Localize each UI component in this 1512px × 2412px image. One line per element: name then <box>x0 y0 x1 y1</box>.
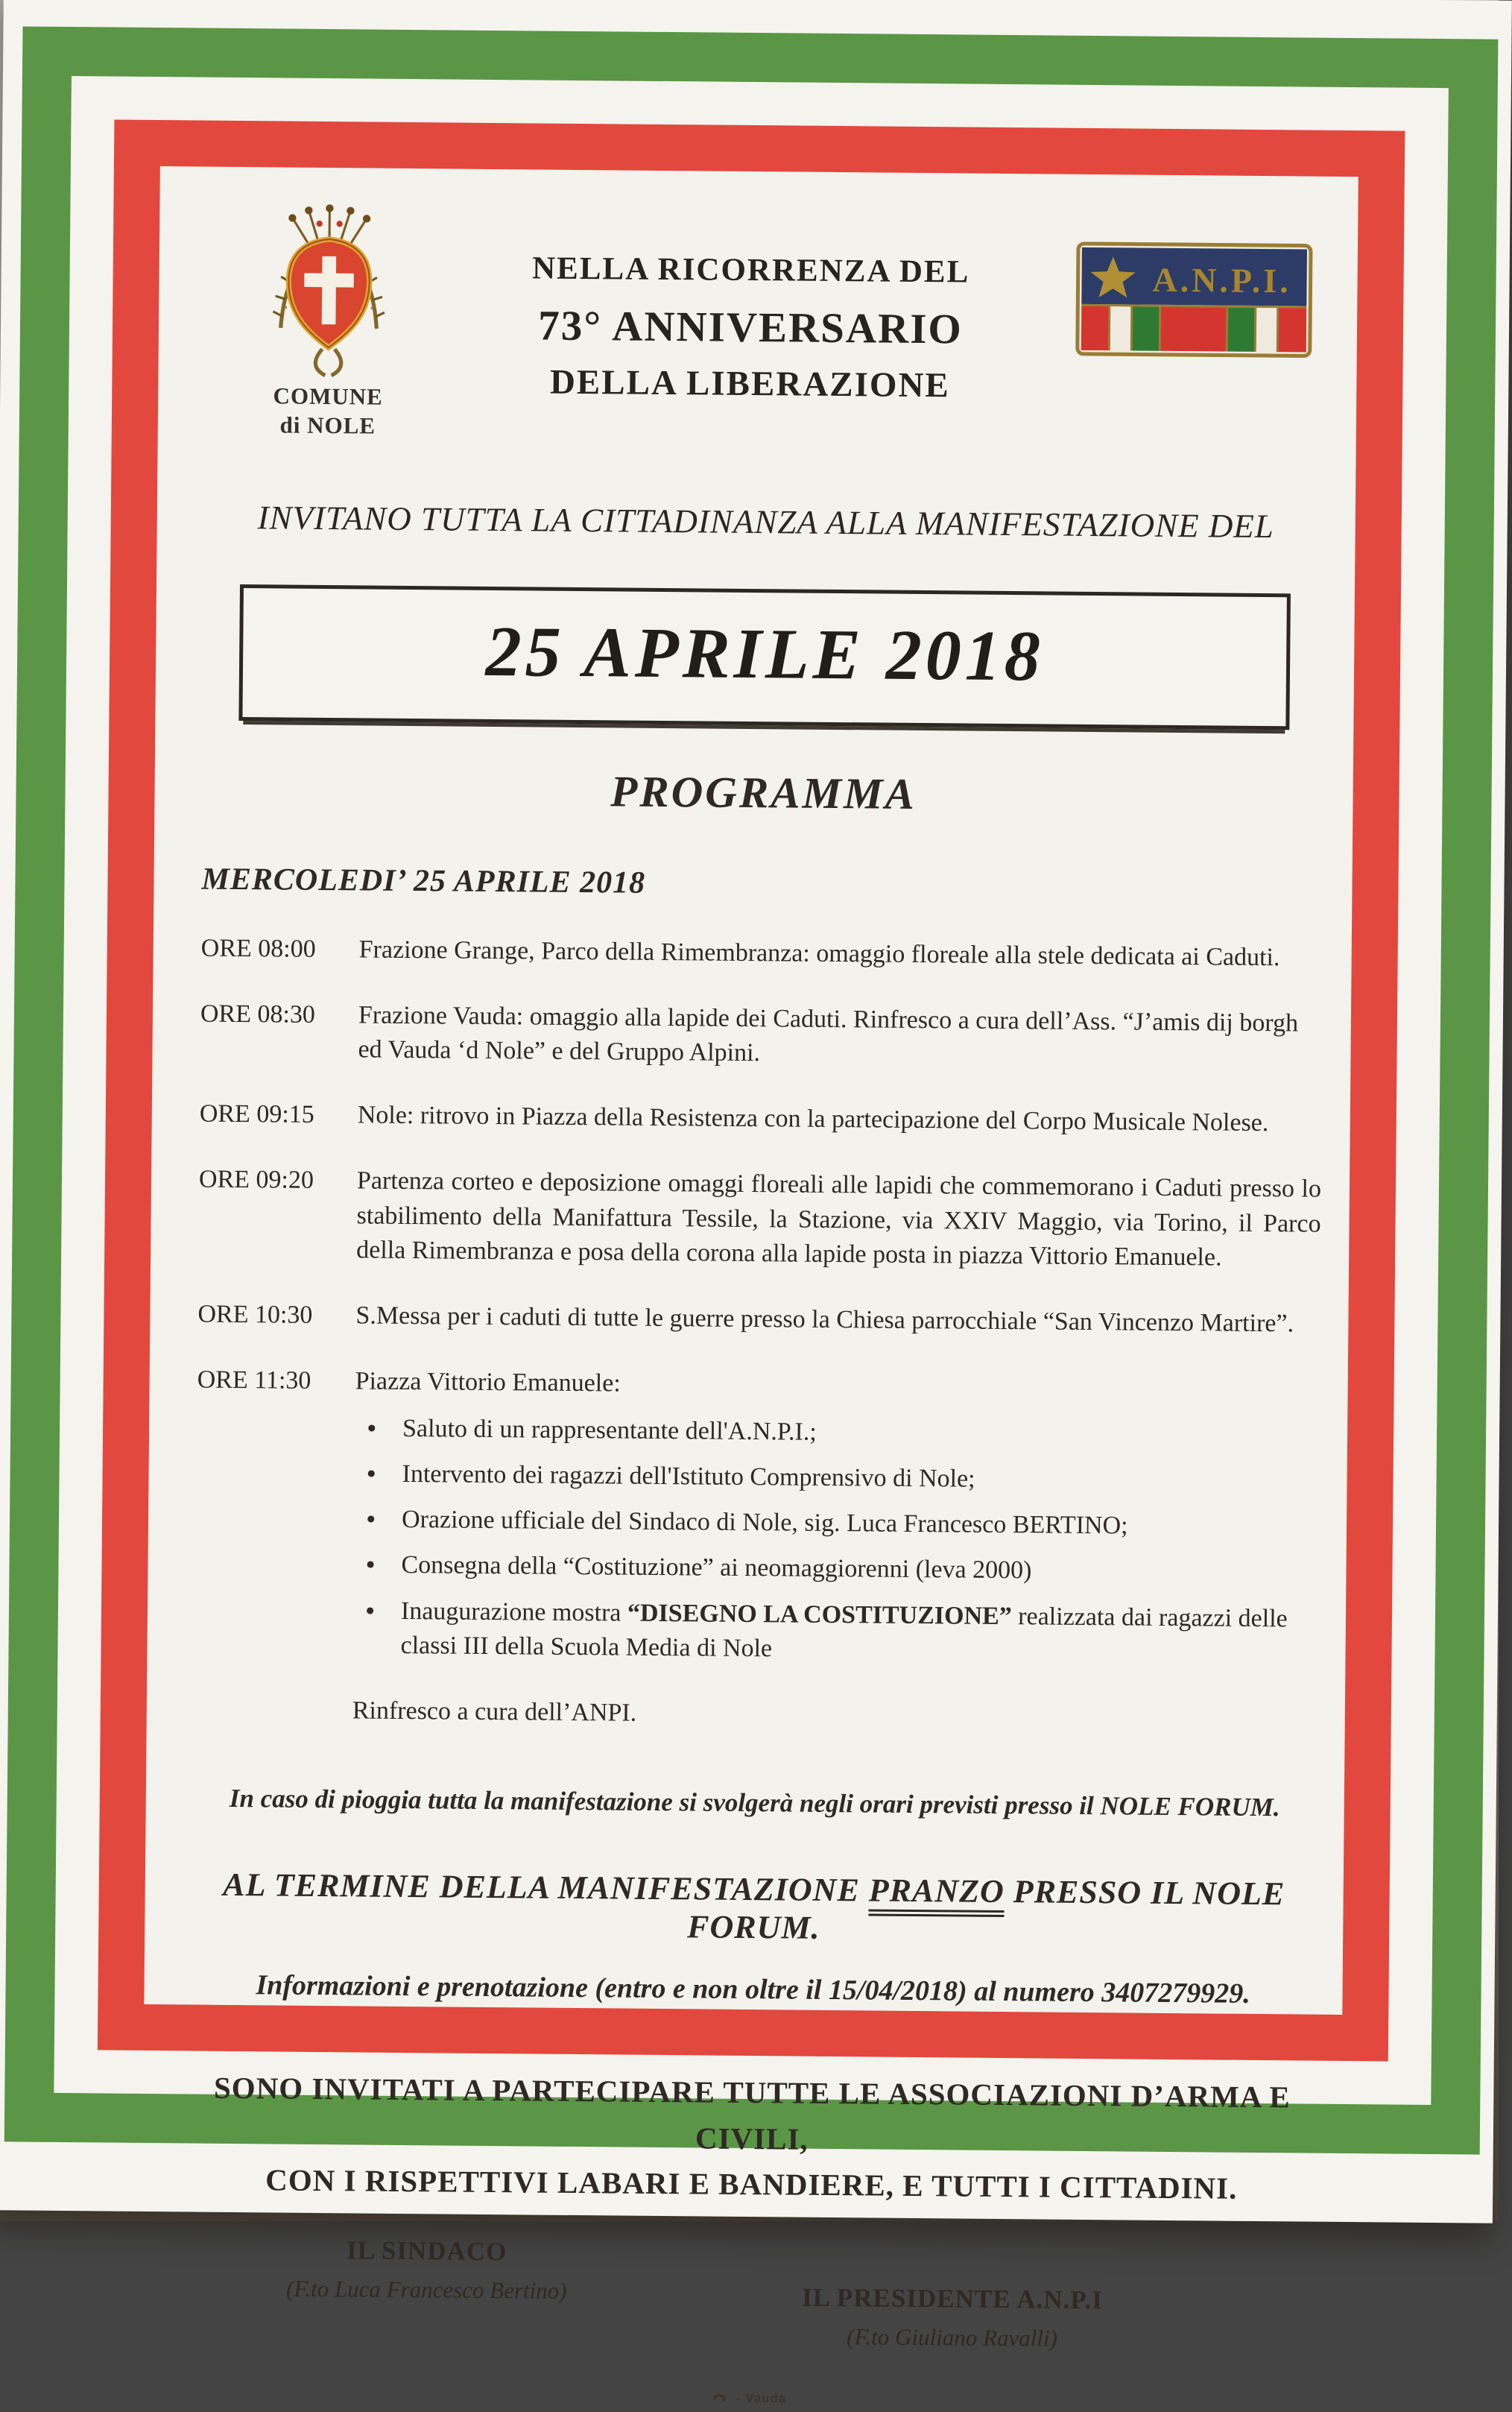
schedule-text: Partenza corteo e deposizione omaggi floreali alle lapidi che commemorano i Caduti presso lo stabilimento della Manifattura Tessile, la Stazione, via XXIV Maggio, via Torino, il Parco della Rimembranza e posa della corona alla lapide posta in piazza Vittorio Emanuele. <box>356 1164 1321 1276</box>
poster-content <box>144 166 1358 2015</box>
header-line1: NELLA RICORRENZA DEL <box>426 249 1075 291</box>
frame-green <box>4 26 1499 2154</box>
bullet-text-pre: Inaugurazione mostra <box>401 1597 627 1626</box>
header-line2: 73° ANNIVERSARIO <box>426 300 1076 355</box>
program-bullet-list <box>352 1411 1319 1671</box>
schedule <box>194 931 1323 1671</box>
signatures <box>189 2234 1312 2354</box>
frame-white <box>54 76 1449 2105</box>
day-title: MERCOLEDI’ 25 APRILE 2018 <box>201 861 1323 906</box>
bullet-text-post: realizzata dai ragazzi delle classi III della Scuola Media di Nole <box>400 1603 1287 1662</box>
schedule-time: ORE 08:00 <box>201 931 326 967</box>
schedule-text: Nole: ritrovo in Piazza della Resistenza con la partecipazione del Corpo Musicale Nolese. <box>358 1099 1322 1142</box>
print-mark-text: - Vauda <box>736 2390 787 2405</box>
rain-note: In caso di pioggia tutta la manifestazione si svolgerà negli orari previsti presso il NOLE FORUM. <box>194 1784 1316 1823</box>
signature-mayor-role: IL SINDACO <box>286 2235 567 2267</box>
bullet-item: • Orazione ufficiale del Sindaco di Nole, sig. Luca Francesco BERTINO; <box>354 1502 1318 1545</box>
bullet-item <box>352 1594 1318 1671</box>
schedule-row <box>200 1097 1322 1141</box>
frame-red <box>98 120 1405 2062</box>
schedule-text: Piazza Vittorio Emanuele: <box>355 1368 621 1398</box>
bullet-text-strong: “DISEGNO LA COSTITUZIONE” <box>627 1599 1012 1630</box>
lunch-line <box>192 1866 1315 1951</box>
anpi-flag-icon <box>1075 241 1313 359</box>
bullet-item: • Saluto di un rappresentante dell'A.N.P.I.; <box>355 1411 1319 1454</box>
header-line3: DELLA LIBERAZIONE <box>425 361 1075 407</box>
invite-line: INVITANO TUTTA LA CITTADINANZA ALLA MANIFESTAZIONE DEL <box>205 497 1327 546</box>
program-title: PROGRAMMA <box>202 762 1325 823</box>
signature-anpi-name: (F.to Giuliano Ravalli) <box>801 2323 1102 2352</box>
schedule-row <box>198 1163 1321 1276</box>
schedule-row <box>194 1363 1319 1671</box>
schedule-text: Frazione Grange, Parco della Rimembranza: omaggio floreale alla stele dedicata ai Caduti. <box>359 932 1323 976</box>
schedule-row <box>201 931 1323 975</box>
header-row <box>206 200 1330 449</box>
header-titles <box>425 201 1076 407</box>
date-title: 25 APRILE 2018 <box>243 607 1287 699</box>
signature-mayor <box>285 2235 567 2347</box>
bullet-item: • Consegna della “Costituzione” ai neomaggiorenni (leva 2000) <box>353 1548 1318 1591</box>
lunch-pre: AL TERMINE DELLA MANIFESTAZIONE <box>223 1866 869 1909</box>
schedule-text: S.Messa per i caduti di tutte le guerre presso la Chiesa parrocchiale “San Vincenzo Martire”. <box>355 1299 1320 1342</box>
comune-crest-block <box>231 200 427 441</box>
schedule-row <box>200 997 1323 1076</box>
schedule-time: ORE 10:30 <box>197 1298 323 1333</box>
anpi-label: A.N.P.I. <box>1152 261 1291 300</box>
signature-anpi-role: IL PRESIDENTE A.N.P.I <box>802 2282 1103 2315</box>
invitation-line1: SONO INVITATI A PARTECIPARE TUTTE LE ASSOCIAZIONI D’ARMA E CIVILI, <box>191 2065 1314 2167</box>
lunch-post: PRESSO IL NOLE FORUM. <box>687 1873 1285 1946</box>
invitation-line2: CON I RISPETTIVI LABARI E BANDIERE, E TUTTI I CITTADINI. <box>190 2157 1312 2213</box>
signature-anpi-president <box>801 2239 1103 2352</box>
comune-name-line2: di NOLE <box>231 411 425 441</box>
print-mark <box>189 2386 1311 2411</box>
schedule-text: Frazione Vauda: omaggio alla lapide dei Caduti. Rinfresco a cura dell’Ass. “J’amis dij borgh ed Vauda ‘d Nole” e del Gruppo Alpini. <box>358 998 1323 1076</box>
info-line: Informazioni e prenotazione (entro e non oltre il 15/04/2018) al numero 3407279929. <box>192 1969 1314 2011</box>
printer-mark-icon <box>712 2392 727 2404</box>
schedule-time: ORE 09:20 <box>198 1163 324 1267</box>
schedule-row <box>197 1298 1320 1342</box>
lunch-underlined: PRANZO <box>868 1872 1005 1917</box>
schedule-time: ORE 11:30 <box>194 1363 322 1662</box>
comune-name-line1: COMUNE <box>231 382 425 412</box>
bullet-item: • Intervento dei ragazzi dell'Istituto Comprensivo di Nole; <box>354 1456 1318 1500</box>
invitation-block <box>190 2065 1314 2213</box>
schedule-time: ORE 09:15 <box>200 1097 325 1133</box>
comune-crest-icon <box>250 200 407 383</box>
date-box <box>238 584 1291 730</box>
refreshment-line: Rinfresco a cura dell’ANPI. <box>352 1696 1317 1733</box>
anpi-logo <box>1075 207 1330 362</box>
signature-mayor-name: (F.to Luca Francesco Bertino) <box>286 2275 567 2304</box>
schedule-time: ORE 08:30 <box>200 997 326 1067</box>
